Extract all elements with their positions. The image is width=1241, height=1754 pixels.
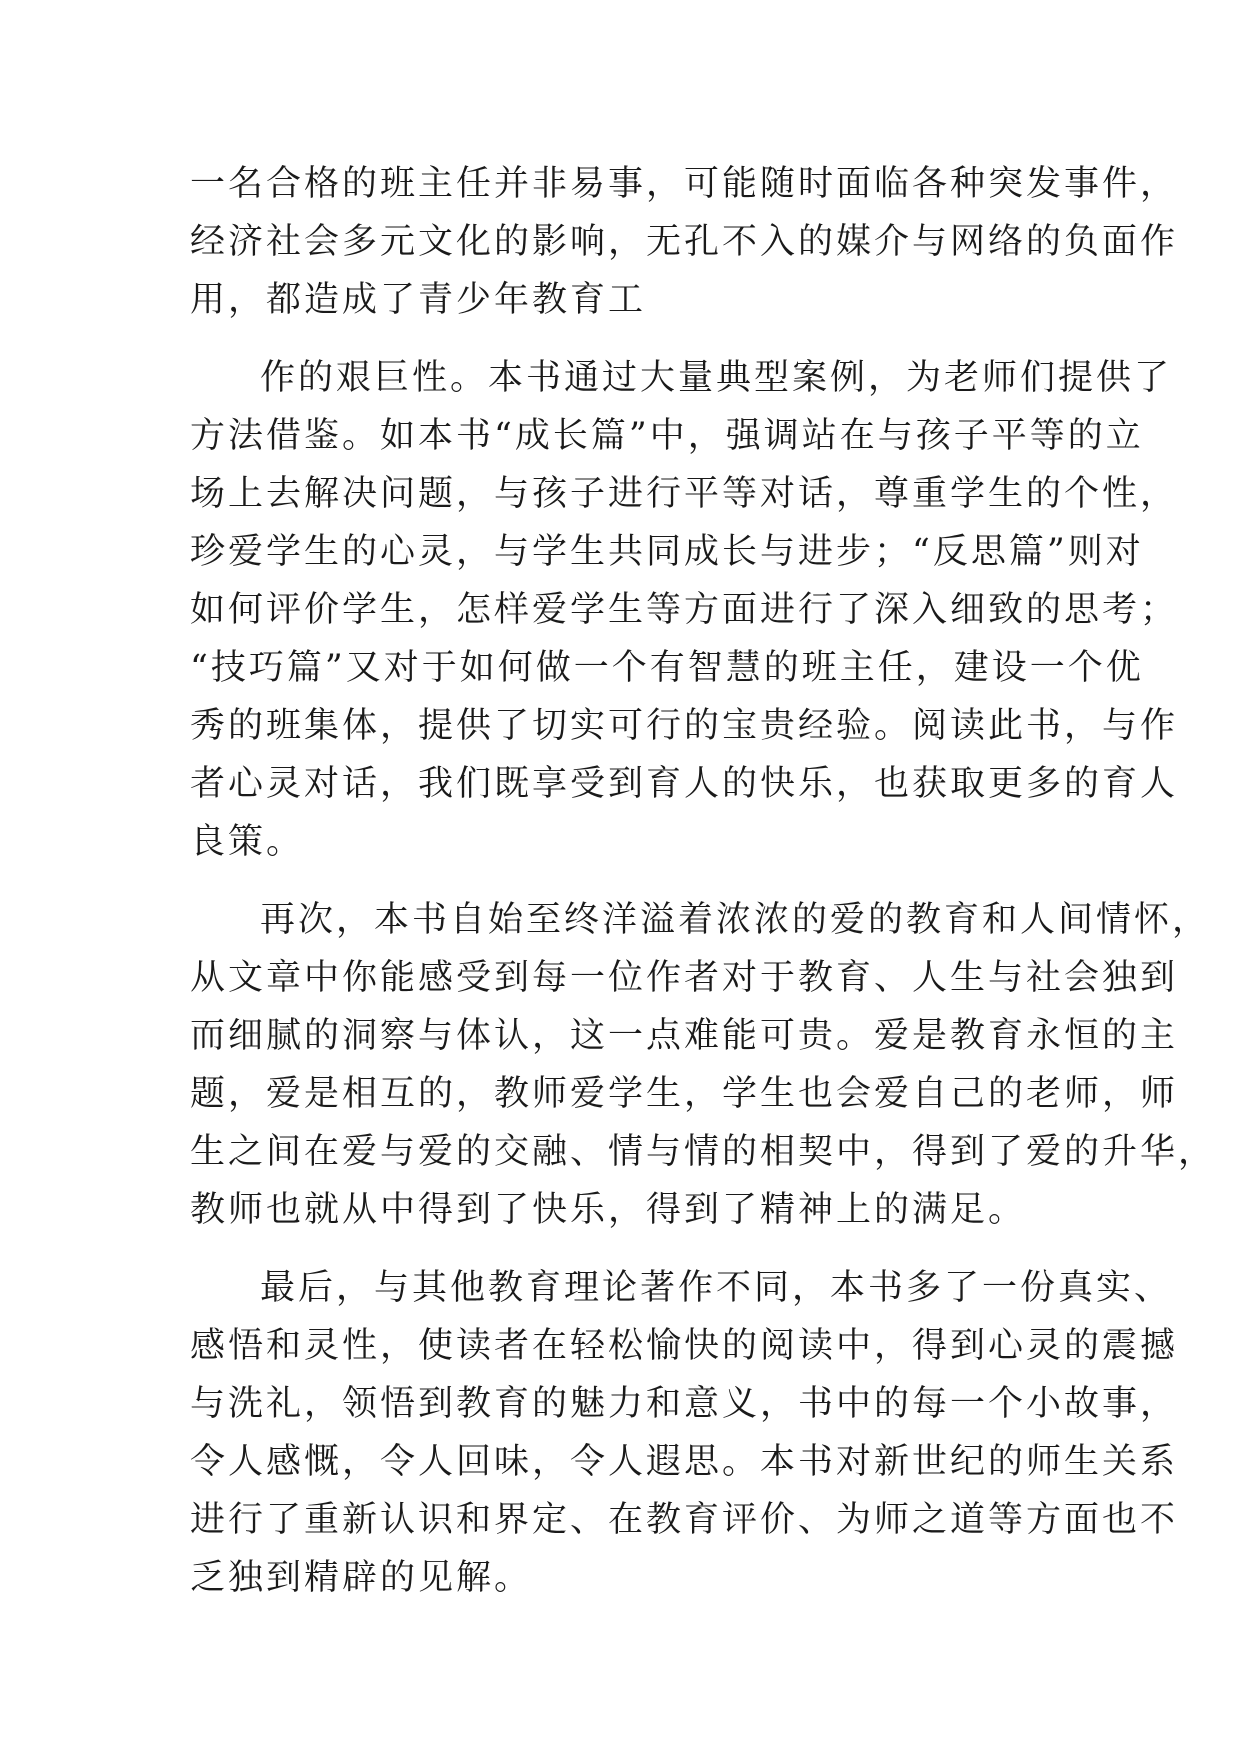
paragraph-2-line: “技巧篇”又对于如何做一个有智慧的班主任，建设一个优 [190,648,1144,688]
paragraph-4-line: 乏独到精辟的见解。 [190,1558,533,1598]
paragraph-3 [190,891,1217,1239]
paragraph-1-line: 一名合格的班主任并非易事，可能随时面临各种突发事件， [190,164,1179,204]
paragraph-2-line: 者心灵对话，我们既享受到育人的快乐，也获取更多的育人 [190,764,1179,804]
paragraph-1-line: 经济社会多元文化的影响，无孔不入的媒介与网络的负面作 [190,222,1179,262]
paragraph-2-line: 作的艰巨性。本书通过大量典型案例，为老师们提供了 [260,358,1173,398]
paragraph-2-line: 场上去解决问题，与孩子进行平等对话，尊重学生的个性， [190,474,1179,514]
paragraph-3-line: 生之间在爱与爱的交融、情与情的相契中，得到了爱的升华， [190,1132,1217,1172]
paragraph-4-line: 令人感慨，令人回味，令人遐思。本书对新世纪的师生关系 [190,1442,1179,1482]
paragraph-4-line: 最后，与其他教育理论著作不同，本书多了一份真实、 [260,1268,1173,1308]
paragraph-3-line: 教师也就从中得到了快乐，得到了精神上的满足。 [190,1190,1027,1230]
paragraph-3-line: 题，爱是相互的，教师爱学生，学生也会爱自己的老师，师 [190,1074,1179,1114]
paragraph-1 [190,155,1179,329]
paragraph-2-line: 方法借鉴。如本书“成长篇”中，强调站在与孩子平等的立 [190,416,1144,456]
paragraph-2 [190,349,1179,871]
paragraph-4-line: 与洗礼，领悟到教育的魅力和意义，书中的每一个小故事， [190,1384,1179,1424]
paragraph-4 [190,1259,1179,1607]
paragraph-2-line: 如何评价学生，怎样爱学生等方面进行了深入细致的思考； [190,590,1179,630]
paragraph-3-line: 再次，本书自始至终洋溢着浓浓的爱的教育和人间情怀， [260,900,1211,940]
paragraph-2-line: 秀的班集体，提供了切实可行的宝贵经验。阅读此书，与作 [190,706,1179,746]
paragraph-1-line: 用，都造成了青少年教育工 [190,280,647,320]
paragraph-4-line: 进行了重新认识和界定、在教育评价、为师之道等方面也不 [190,1500,1179,1540]
paragraph-3-line: 而细腻的洞察与体认，这一点难能可贵。爱是教育永恒的主 [190,1016,1179,1056]
paragraph-2-line: 良策。 [190,822,305,862]
paragraph-3-line: 从文章中你能感受到每一位作者对于教育、人生与社会独到 [190,958,1179,998]
paragraph-4-line: 感悟和灵性，使读者在轻松愉快的阅读中，得到心灵的震撼 [190,1326,1179,1366]
document-body [190,155,1217,1627]
paragraph-2-line: 珍爱学生的心灵，与学生共同成长与进步；“反思篇”则对 [190,532,1144,572]
